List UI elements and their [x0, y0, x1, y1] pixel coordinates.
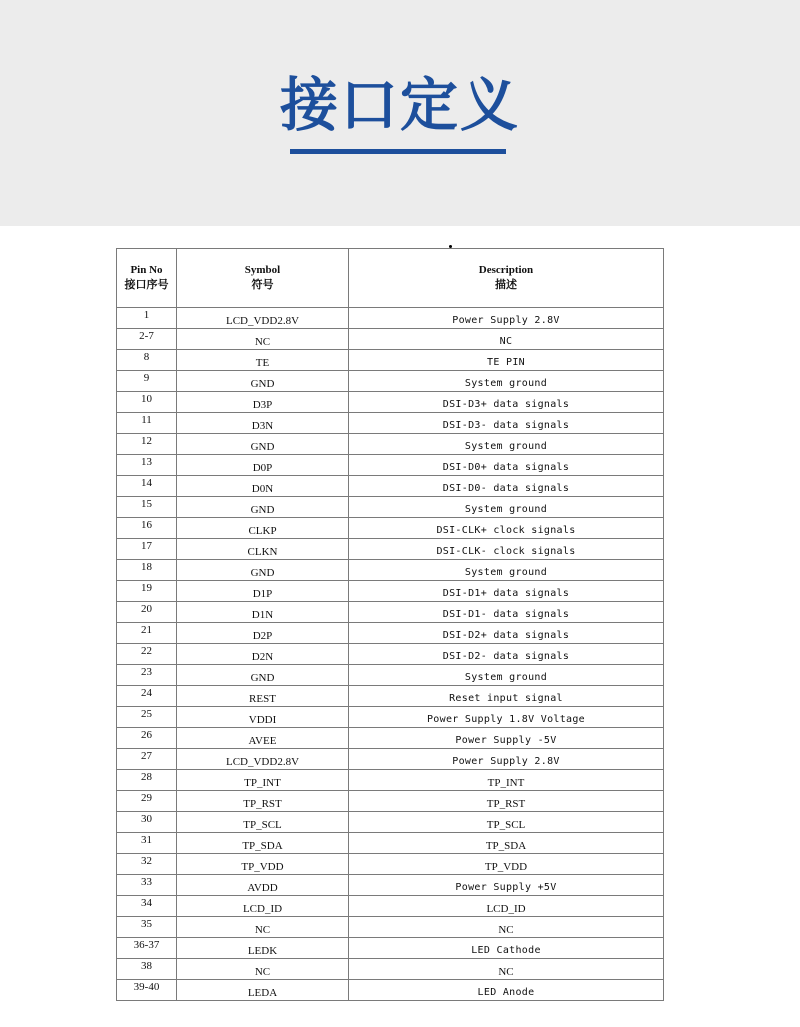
table-row	[117, 980, 664, 1001]
pin-number-cell: 18	[117, 560, 177, 581]
symbol-cell: AVDD	[177, 875, 349, 896]
table-row	[117, 812, 664, 833]
symbol-cell: TE	[177, 350, 349, 371]
pin-number-cell: 32	[117, 854, 177, 875]
description-cell: TP_SDA	[349, 833, 664, 854]
pin-number-cell: 16	[117, 518, 177, 539]
description-cell: TP_RST	[349, 791, 664, 812]
description-cell: Power Supply +5V	[349, 875, 664, 896]
symbol-cell: GND	[177, 434, 349, 455]
header-symbol-en: Symbol	[244, 264, 281, 276]
symbol-cell: D0P	[177, 455, 349, 476]
symbol-cell: REST	[177, 686, 349, 707]
symbol-cell: TP_SCL	[177, 812, 349, 833]
header-description	[349, 249, 664, 308]
description-cell: DSI-D0- data signals	[349, 476, 664, 497]
pin-number-cell: 30	[117, 812, 177, 833]
pin-number-cell: 39-40	[117, 980, 177, 1001]
description-cell: LED Cathode	[349, 938, 664, 959]
pin-number-cell: 11	[117, 413, 177, 434]
table-row	[117, 392, 664, 413]
symbol-cell: TP_VDD	[177, 854, 349, 875]
pin-number-cell: 38	[117, 959, 177, 980]
table-row	[117, 497, 664, 518]
symbol-cell: CLKP	[177, 518, 349, 539]
symbol-cell: TP_RST	[177, 791, 349, 812]
pin-rows	[117, 308, 664, 1001]
pin-number-cell: 36-37	[117, 938, 177, 959]
symbol-cell: GND	[177, 371, 349, 392]
table-row	[117, 686, 664, 707]
pin-number-cell: 26	[117, 728, 177, 749]
table-row	[117, 728, 664, 749]
table-row	[117, 770, 664, 791]
table-row	[117, 602, 664, 623]
pin-number-cell: 29	[117, 791, 177, 812]
pin-number-cell: 9	[117, 371, 177, 392]
table-row	[117, 749, 664, 770]
description-cell: NC	[349, 329, 664, 350]
table-row	[117, 455, 664, 476]
pin-number-cell: 22	[117, 644, 177, 665]
table-row	[117, 644, 664, 665]
symbol-cell: NC	[177, 917, 349, 938]
description-cell: DSI-D2+ data signals	[349, 623, 664, 644]
pin-number-cell: 25	[117, 707, 177, 728]
title-banner	[0, 0, 800, 226]
table-row	[117, 854, 664, 875]
table-row	[117, 665, 664, 686]
description-cell: Power Supply 1.8V Voltage	[349, 707, 664, 728]
symbol-cell: D1P	[177, 581, 349, 602]
pin-number-cell: 1	[117, 308, 177, 329]
pin-number-cell: 12	[117, 434, 177, 455]
description-cell: DSI-D2- data signals	[349, 644, 664, 665]
symbol-cell: VDDI	[177, 707, 349, 728]
description-cell: Reset input signal	[349, 686, 664, 707]
table-row	[117, 833, 664, 854]
header-symbol-cn: 符号	[251, 279, 274, 291]
table-row	[117, 518, 664, 539]
description-cell: DSI-D1- data signals	[349, 602, 664, 623]
table-row	[117, 791, 664, 812]
table-row	[117, 329, 664, 350]
pin-number-cell: 8	[117, 350, 177, 371]
symbol-cell: NC	[177, 329, 349, 350]
description-cell: Power Supply 2.8V	[349, 749, 664, 770]
table-row	[117, 581, 664, 602]
table-row	[117, 476, 664, 497]
pin-number-cell: 20	[117, 602, 177, 623]
symbol-cell: GND	[177, 560, 349, 581]
table-row	[117, 875, 664, 896]
pin-number-cell: 31	[117, 833, 177, 854]
description-cell: System ground	[349, 371, 664, 392]
table-row	[117, 623, 664, 644]
table-row	[117, 707, 664, 728]
symbol-cell: NC	[177, 959, 349, 980]
symbol-cell: LCD_VDD2.8V	[177, 749, 349, 770]
table-row	[117, 560, 664, 581]
symbol-cell: LCD_ID	[177, 896, 349, 917]
header-pin-no-en: Pin No	[130, 264, 163, 276]
pin-number-cell: 34	[117, 896, 177, 917]
symbol-cell: LEDK	[177, 938, 349, 959]
symbol-cell: CLKN	[177, 539, 349, 560]
description-cell: TE PIN	[349, 350, 664, 371]
description-cell: TP_INT	[349, 770, 664, 791]
pin-number-cell: 13	[117, 455, 177, 476]
table-row	[117, 350, 664, 371]
table-row	[117, 938, 664, 959]
description-cell: System ground	[349, 497, 664, 518]
pin-number-cell: 23	[117, 665, 177, 686]
table-row	[117, 434, 664, 455]
description-cell: DSI-D1+ data signals	[349, 581, 664, 602]
description-cell: DSI-D0+ data signals	[349, 455, 664, 476]
symbol-cell: D2N	[177, 644, 349, 665]
pin-number-cell: 17	[117, 539, 177, 560]
header-pin-no	[117, 249, 177, 308]
pin-number-cell: 24	[117, 686, 177, 707]
table-row	[117, 896, 664, 917]
pin-number-cell: 14	[117, 476, 177, 497]
description-cell: System ground	[349, 560, 664, 581]
description-cell: DSI-D3- data signals	[349, 413, 664, 434]
pin-number-cell: 21	[117, 623, 177, 644]
header-description-cn: 描述	[495, 279, 517, 291]
description-cell: DSI-D3+ data signals	[349, 392, 664, 413]
pin-number-cell: 27	[117, 749, 177, 770]
symbol-cell: LCD_VDD2.8V	[177, 308, 349, 329]
pin-number-cell: 35	[117, 917, 177, 938]
description-cell: LCD_ID	[349, 896, 664, 917]
table-header-row	[117, 249, 664, 308]
description-cell: DSI-CLK+ clock signals	[349, 518, 664, 539]
symbol-cell: D1N	[177, 602, 349, 623]
page-title: 接口定义	[279, 71, 520, 139]
header-description-en: Description	[478, 264, 534, 276]
symbol-cell: GND	[177, 497, 349, 518]
description-cell: System ground	[349, 434, 664, 455]
symbol-cell: GND	[177, 665, 349, 686]
symbol-cell: D2P	[177, 623, 349, 644]
description-cell: NC	[349, 959, 664, 980]
description-cell: DSI-CLK- clock signals	[349, 539, 664, 560]
symbol-cell: D0N	[177, 476, 349, 497]
symbol-cell: D3P	[177, 392, 349, 413]
pin-number-cell: 15	[117, 497, 177, 518]
table-row	[117, 917, 664, 938]
table-row	[117, 308, 664, 329]
header-symbol	[177, 249, 349, 308]
symbol-cell: TP_INT	[177, 770, 349, 791]
pin-definition-table	[116, 248, 664, 1001]
pin-number-cell: 19	[117, 581, 177, 602]
table-row	[117, 371, 664, 392]
symbol-cell: LEDA	[177, 980, 349, 1001]
title-underline	[290, 149, 506, 154]
header-pin-no-cn: 接口序号	[124, 279, 169, 291]
table-row	[117, 959, 664, 980]
table-row	[117, 539, 664, 560]
description-cell: TP_SCL	[349, 812, 664, 833]
description-cell: Power Supply 2.8V	[349, 308, 664, 329]
description-cell: TP_VDD	[349, 854, 664, 875]
symbol-cell: AVEE	[177, 728, 349, 749]
pin-number-cell: 10	[117, 392, 177, 413]
description-cell: Power Supply -5V	[349, 728, 664, 749]
pin-number-cell: 28	[117, 770, 177, 791]
description-cell: NC	[349, 917, 664, 938]
symbol-cell: D3N	[177, 413, 349, 434]
table-row	[117, 413, 664, 434]
symbol-cell: TP_SDA	[177, 833, 349, 854]
pin-number-cell: 33	[117, 875, 177, 896]
description-cell: System ground	[349, 665, 664, 686]
pin-number-cell: 2-7	[117, 329, 177, 350]
description-cell: LED Anode	[349, 980, 664, 1001]
